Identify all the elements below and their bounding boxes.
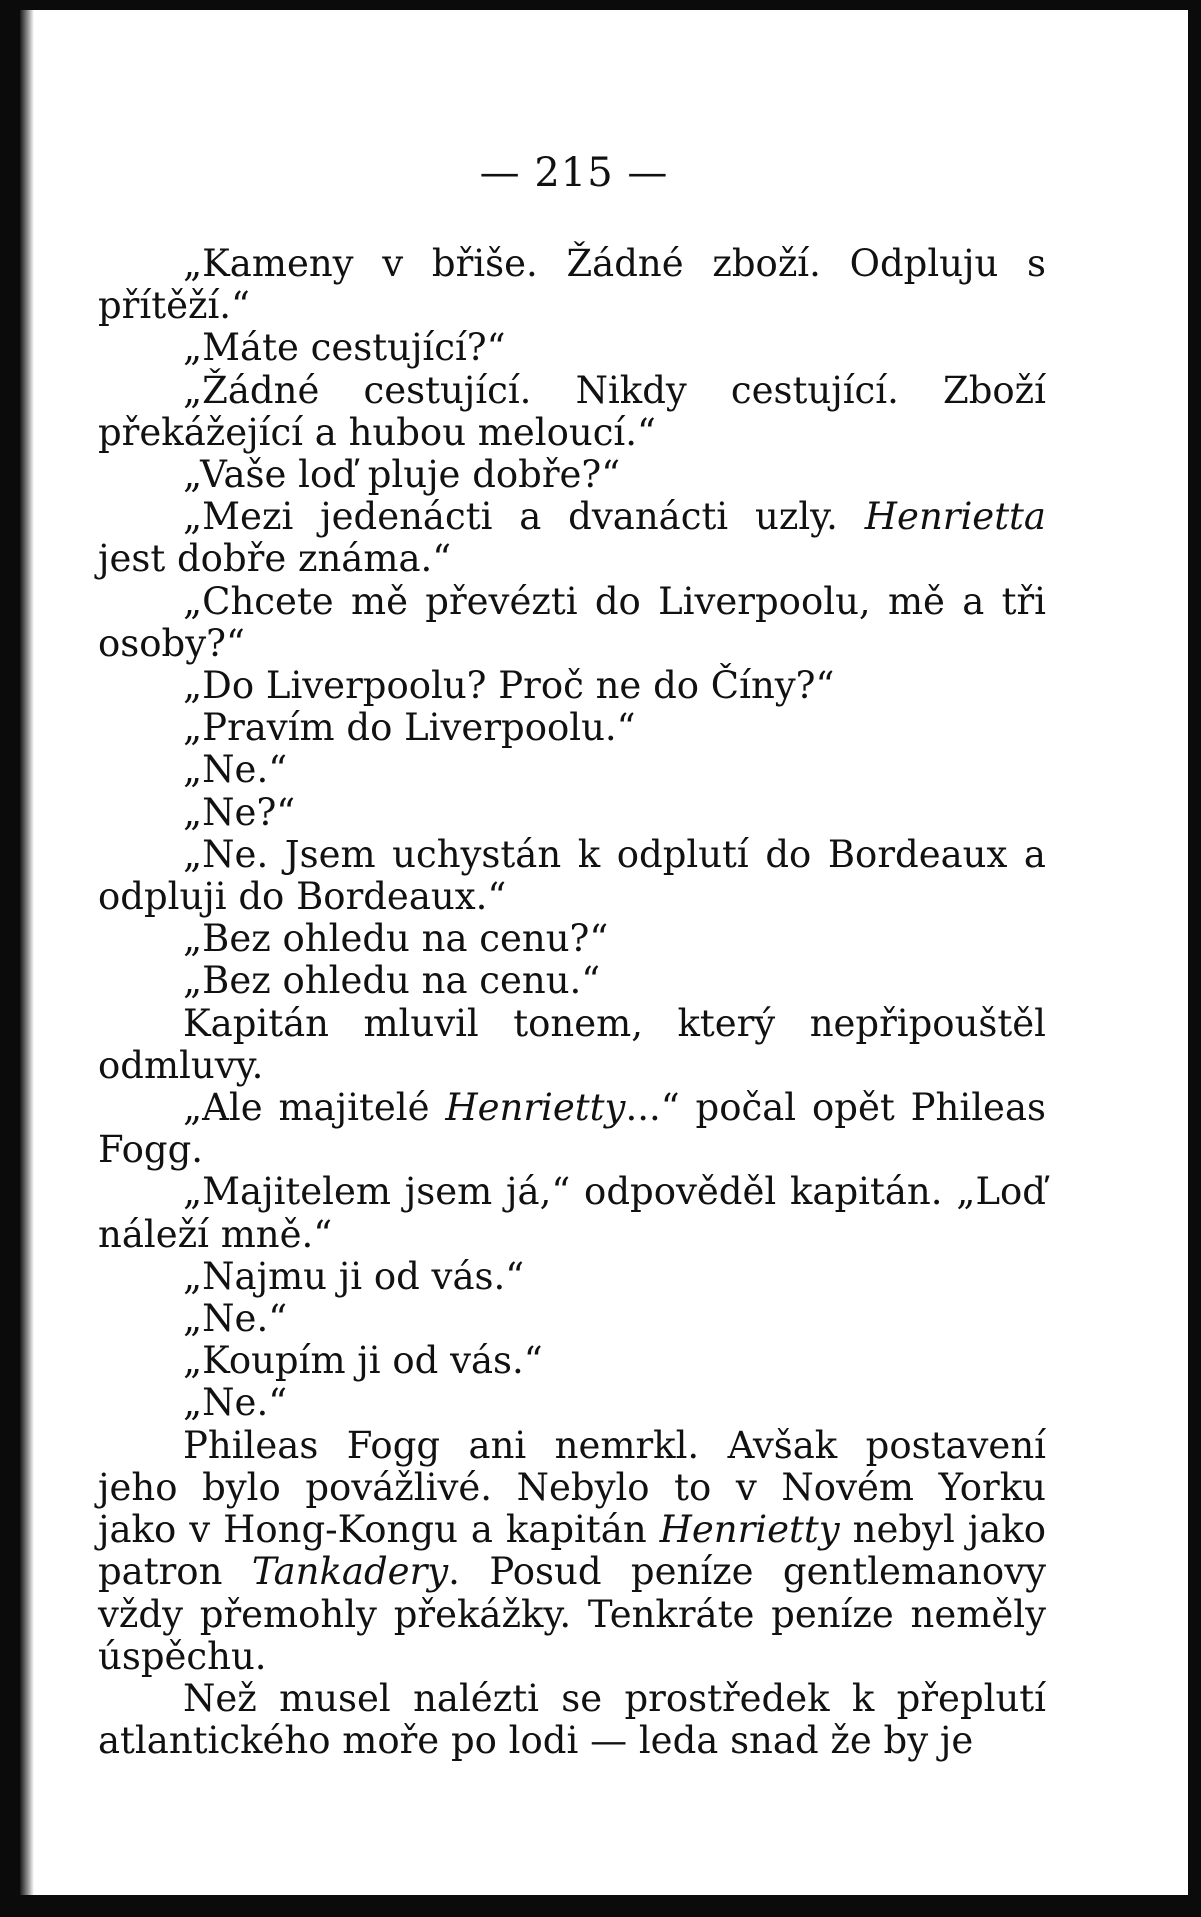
text-run: „Majitelem jsem já,“ odpověděl kapitán. „Loď náleží mně.“: [98, 1170, 1046, 1256]
paragraph: [98, 918, 1046, 960]
text-run: „Ne.“: [183, 1297, 288, 1341]
text-run: „Mezi jedenácti a dvanácti uzly.: [183, 495, 865, 539]
paragraph: [98, 327, 1046, 369]
text-run: „Ne.“: [183, 1381, 288, 1425]
paragraph: [98, 243, 1046, 327]
paragraph: [98, 581, 1046, 665]
paragraph: [98, 454, 1046, 496]
text-run: „Vaše loď pluje dobře?“: [183, 453, 621, 497]
paragraph: [98, 960, 1046, 1002]
text-run: Než musel nalézti se prostředek k přeplutí atlantického moře po lodi — leda snad že by je: [98, 1676, 1046, 1763]
text-run: „Pravím do Liverpoolu.“: [183, 706, 636, 750]
italic-text: Henrietta: [864, 495, 1046, 539]
page-binding-edge: [20, 10, 34, 1895]
paragraph: [98, 707, 1046, 749]
paragraph: [98, 1087, 1046, 1171]
paragraph: [98, 792, 1046, 834]
text-run: „Kameny v břiše. Žádné zboží. Odpluju s přítěží.“: [98, 242, 1046, 328]
paragraph: [98, 1003, 1046, 1087]
text-run: jest dobře známa.“: [98, 537, 452, 581]
paragraph: [98, 1425, 1046, 1678]
paragraph: [98, 496, 1046, 580]
text-run: „Bez ohledu na cenu.“: [183, 959, 601, 1003]
paragraph: [98, 834, 1046, 918]
text-run: „Do Liverpoolu? Proč ne do Číny?“: [183, 664, 835, 708]
text-run: Phileas Fogg ani nemrkl. Avšak postavení jeho bylo povážlivé. Nebylo to v Novém Yorku jako v Hong-Kongu a kapitán: [98, 1423, 1046, 1552]
text-run: „Ne. Jsem uchystán k odplutí do Bordeaux a odpluji do Bordeaux.“: [98, 832, 1046, 919]
text-run: Kapitán mluvil tonem, který nepřipouštěl odmluvy.: [98, 1001, 1046, 1087]
paragraph: [98, 370, 1046, 454]
text-run: „Ale majitelé: [183, 1086, 446, 1130]
book-page: [20, 10, 1188, 1895]
paragraph: [98, 1340, 1046, 1382]
paragraph: [98, 665, 1046, 707]
italic-text: Henrietty: [659, 1508, 840, 1552]
text-run: „Koupím ji od vás.“: [183, 1339, 543, 1383]
italic-text: Henrietty: [445, 1086, 626, 1130]
text-run: „Máte cestující?“: [183, 326, 506, 370]
text-run: „Ne?“: [183, 790, 296, 834]
text-run: „Najmu ji od vás.“: [183, 1254, 525, 1298]
text-run: . Posud peníze gentlemanovy vždy přemohly překážky. Tenkráte peníze neměly úspěchu.: [98, 1550, 1047, 1678]
text-run: „Žádné cestující. Nikdy cestující. Zboží překážející a hubou meloucí.“: [98, 368, 1046, 454]
text-run: „Chcete mě převézti do Liverpoolu, mě a tři osoby?“: [98, 579, 1046, 665]
text-run: „Ne.“: [183, 748, 288, 792]
text-run: nebyl jako patron: [98, 1508, 1047, 1594]
text-run: ...“ počal opět Phileas Fogg.: [98, 1086, 1046, 1172]
paragraph: [98, 749, 1046, 791]
text-run: „Bez ohledu na cenu?“: [183, 917, 609, 961]
page-number: — 215 —: [479, 150, 669, 196]
body-text: [98, 243, 1046, 1762]
paragraph: [98, 1171, 1046, 1255]
italic-text: Tankadery: [251, 1550, 449, 1594]
paragraph: [98, 1298, 1046, 1340]
paragraph: [98, 1382, 1046, 1424]
paragraph: [98, 1678, 1046, 1762]
paragraph: [98, 1256, 1046, 1298]
